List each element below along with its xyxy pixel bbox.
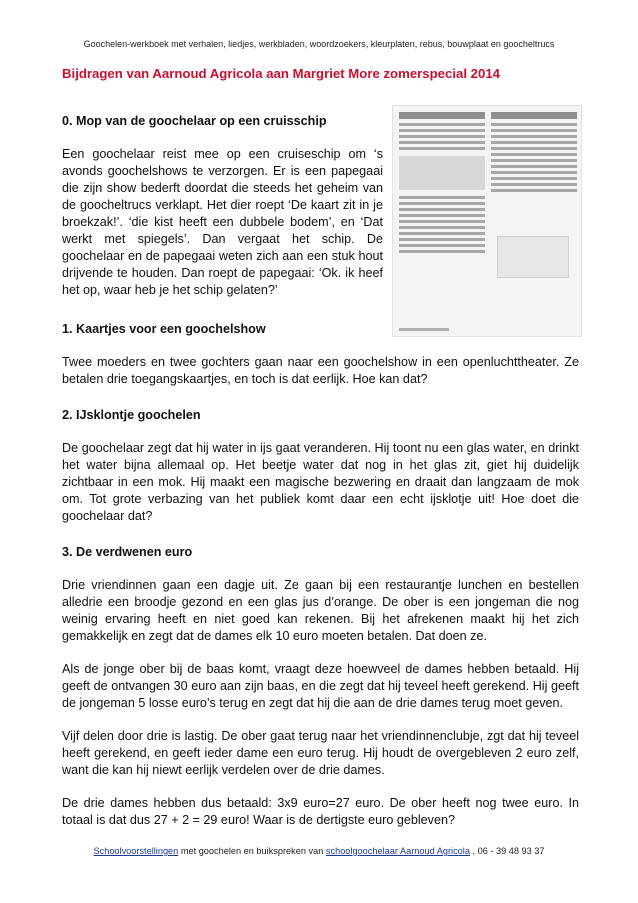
section-1	[62, 321, 579, 388]
thumbnail-right-column	[491, 112, 577, 317]
footer-text: met goochelen en buikspreken van	[178, 846, 326, 856]
page-header: Goochelen-werkboek met verhalen, liedjes, werkbladen, woordzoekers, kleurplaten, rebus, bouwplaat en goocheltrucs	[83, 39, 555, 49]
section-heading: 1. Kaartjes voor een goochelshow	[62, 322, 266, 336]
section-heading: 2. IJsklontje goochelen	[62, 408, 201, 422]
schoolvoorstellingen-link[interactable]: Schoolvoorstellingen	[93, 846, 179, 856]
ice-cubes-image	[497, 236, 569, 278]
section-heading: 3. De verdwenen euro	[62, 545, 193, 559]
paragraph: Vijf delen door drie is lastig. De ober gaat terug naar het vriendinnenclubje, zgt dat hij teveel heeft gerekend, en geeft ieder dame een euro terug. Hij houdt de overgebleven 2 euro zelf, want die kan hij niewt eerlijk verdelen over de drie dames.	[62, 729, 579, 777]
page-title: Bijdragen van Aarnoud Agricola aan Margriet More zomerspecial 2014	[62, 66, 501, 81]
paragraph: De goochelaar zegt dat hij water in ijs gaat veranderen. Hij toont nu een glas water, en drinkt het water bijna allemaal op. Het beetje water dat nog in het glas zit, giet hij duidelijk zichtbaar in een mok. Hij maakt een magische bezwering en draait dan langzaam de mok om. Tot grote verbazing van het publiek komt daar een echt ijsklotje uit! Hoe doet die goochelaar dat?	[62, 441, 579, 523]
paragraph: Drie vriendinnen gaan een dagje uit. Ze gaan bij een restaurantje lunchen en bestellen alledrie een broodje gezond en een glas jus d’orange. De ober is een jongeman die nog weinig ervaring heeft en niet goed kan rekenen. Bij het afrekenen maakt hij het zich gemakkelijk en zegt dat de dames elk 10 euro moeten betalen. Dat doen ze.	[62, 578, 579, 643]
paragraph: De drie dames hebben dus betaald: 3x9 euro=27 euro. De ober heeft nog twee euro. In totaal is dat dus 27 + 2 = 29 euro! Waar is de dertigste euro gebleven?	[62, 796, 579, 827]
thumbnail-left-column	[399, 112, 485, 317]
paragraph: Twee moeders en twee gochters gaan naar een goochelshow in een openluchttheater. Ze betalen drie toegangskaartjes, en toch is dat eerlijk. Hoe kan dat?	[62, 355, 579, 386]
page-footer	[0, 846, 638, 856]
paragraph: Als de jonge ober bij de baas komt, vraagt deze hoewveel de dames hebben betaald. Hij geeft de ontvangen 30 euro aan zijn baas, en die zegt dat hij teveel heeft gerekend. Hij geeft de jongeman 5 losse euro’s terug en zegt dat hij die aan de drie dames terug moet geven.	[62, 662, 579, 710]
section-2	[62, 407, 579, 525]
paragraph: Een goochelaar reist mee op een cruiseschip om ‘s avonds goochelshows te verzorgen. Er is een papegaai die zijn show bederft doordat die steeds het geheim van de goocheltrucs verklapt. Het dier roept ‘De kaart zit in je broekzak!’. ‘die kist heeft een dubbele bodem’, en ‘Dat werkt met spiegels’. Dan vergaat het schip. De goochelaar en de papegaai weten zich aan een stuk hout drijvende te houden. Dan roept de papegaai: ‘Ok. ik heef het op, waar heb je het schip gelaten?’	[62, 147, 383, 297]
schoolgoochelaar-link[interactable]: schoolgoochelaar Aarnoud Agricola	[325, 846, 470, 856]
section-heading: 0. Mop van de goochelaar op een cruisschip	[62, 114, 327, 128]
section-3	[62, 544, 579, 829]
footer-phone: , 06 - 39 48 93 37	[469, 846, 545, 856]
section-0	[62, 113, 383, 299]
magazine-thumbnail	[392, 105, 582, 337]
